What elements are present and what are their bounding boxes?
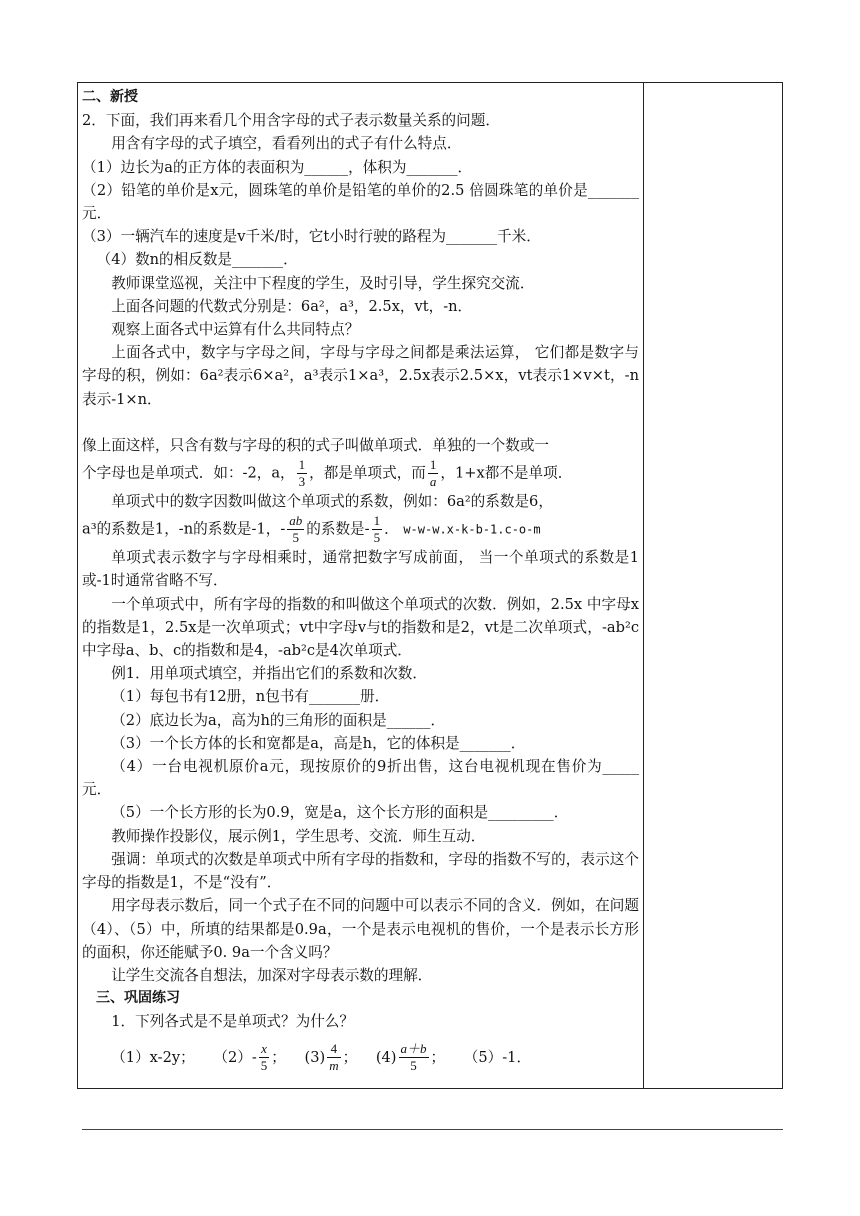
discuss-line: 让学生交流各自想法，加深对字母表示数的理解． — [111, 966, 433, 984]
teacher-note: 教师课堂巡视，关注中下程度的学生，及时引导，学生探究交流． — [111, 274, 535, 292]
expression-4-prefix: (4) — [375, 1048, 397, 1066]
definition-text-c: ，1+x都不是单项． — [440, 464, 573, 482]
fraction-denominator: 5 — [260, 1058, 268, 1074]
expression-4-suffix: ； — [430, 1048, 446, 1066]
definition-line-1: 像上面这样，只含有数与字母的积的式子叫做单项式．单独的一个数或一 — [82, 436, 550, 454]
fraction-ab-over-5 — [287, 513, 304, 546]
coefficient-text-a: a³的系数是1，-n的系数是-1，- — [82, 520, 286, 538]
expression-2-prefix: （2）- — [213, 1048, 257, 1066]
coefficient-line-2 — [82, 513, 639, 546]
fraction-denominator: 5 — [410, 1058, 417, 1074]
degree-paragraph: 一个单项式中，所有字母的指数的和叫做这个单项式的次数．例如，2.5x 中字母x的指数是1，2.5x是一次单项式；vt中字母v与t的指数和是2，vt是二次单项式，-ab²c中字母a、b、c的指数和是4，-ab²c是4次单项式． — [82, 595, 639, 660]
expression-4 — [375, 1041, 446, 1074]
expression-2-suffix: ； — [271, 1048, 286, 1066]
fraction-one-third — [297, 457, 308, 490]
section-heading-new: 二、新授 — [82, 89, 138, 105]
fraction-denominator: m — [329, 1058, 339, 1074]
expression-1: （1）x-2y； — [111, 1048, 195, 1066]
answers-line: 上面各问题的代数式分别是：6a²，a³，2.5x，vt，-n． — [111, 297, 473, 315]
stress-paragraph: 强调：单项式的次数是单项式中所有字母的指数和，字母的指数不写的，表示这个字母的指数是1，不是“没有”． — [82, 850, 639, 892]
fraction-numerator: ab — [289, 513, 303, 529]
question-4: （4）数n的相反数是_______． — [96, 251, 298, 269]
definition-line-2 — [82, 457, 639, 490]
practice-question: 1．下列各式是不是单项式？为什么？ — [111, 1013, 354, 1031]
example-1-item-1: （1）每包书有12册，n包书有_______册． — [111, 688, 390, 706]
fraction-4-over-m — [327, 1041, 340, 1074]
explain-paragraph: 上面各式中，数字与字母之间，字母与字母之间都是乘法运算， 它们都是数字与字母的积，例如：6a²表示6×a²，a³表示1×a³，2.5x表示2.5×x，vt表示1×v×t，-n 表示-1×n． — [82, 344, 639, 408]
fraction-numerator: 1 — [373, 513, 381, 529]
question-2: （2）铅笔的单价是x元，圆珠笔的单价是铅笔的单价的2.5 倍圆珠笔的单价是_______元． — [82, 181, 639, 223]
example-1-item-4: （4）一台电视机原价a元，现按原价的9折出售，这台电视机现在售价为_____元． — [82, 758, 639, 799]
fraction-a-plus-b-over-5 — [399, 1041, 429, 1074]
writing-rule: 单项式表示数字与字母相乘时，通常把数字写成前面， 当一个单项式的系数是1或-1时通常省略不写． — [82, 549, 639, 590]
definition-text-b: ，都是单项式，而 — [309, 464, 426, 482]
expression-2 — [213, 1041, 286, 1074]
notes-column-divider — [643, 82, 644, 1089]
definition-text-a: 个字母也是单项式．如：-2，a， — [82, 464, 295, 482]
fraction-denominator: 5 — [373, 530, 381, 546]
expression-3 — [304, 1041, 358, 1074]
fraction-numerator: 1 — [298, 457, 306, 473]
intro-line: 2．下面，我们再来看几个用含字母的式子表示数量关系的问题． — [82, 112, 500, 130]
teacher-note-2: 教师操作投影仪，展示例1，学生思考、交流．师生互动． — [111, 827, 486, 845]
spacer — [82, 411, 639, 434]
fraction-denominator: a — [429, 474, 437, 490]
meaning-paragraph: 用字母表示数后，同一个式子在不同的问题中可以表示不同的含义．例如，在问题（4）、（5）中，所填的结果都是0.9a，一个是表示电视机的售价，一个是表示长方形的面积，你还能赋予0. 9a一个含义吗？ — [82, 897, 639, 961]
coefficient-line-1: 单项式中的数字因数叫做这个单项式的系数，例如：6a²的系数是6， — [111, 493, 553, 511]
expression-3-prefix: (3) — [304, 1048, 326, 1066]
observe-line: 观察上面各式中运算有什么共同特点？ — [111, 321, 360, 339]
question-3: （3）一辆汽车的速度是v千米/时，它t小时行驶的路程为_______千米． — [82, 228, 541, 246]
task-line: 用含有字母的式子填空，看看列出的式子有什么特点． — [111, 135, 462, 153]
coefficient-text-b: 的系数是- — [306, 520, 370, 538]
fraction-numerator: 1 — [429, 457, 437, 473]
fraction-numerator: 4 — [330, 1041, 338, 1057]
coefficient-text-c: ． — [384, 520, 399, 538]
fraction-one-fifth — [372, 513, 383, 546]
fraction-one-over-a — [428, 457, 439, 490]
expression-5: （5）-1． — [463, 1048, 532, 1066]
fraction-numerator: x — [261, 1041, 267, 1057]
expression-3-suffix: ； — [342, 1048, 358, 1066]
fraction-x-over-5 — [259, 1041, 270, 1074]
lesson-content — [82, 86, 639, 1082]
watermark-text: w-w-w.x-k-b-1.c-o-m — [403, 522, 541, 537]
fraction-denominator: 5 — [292, 530, 300, 546]
fraction-numerator: a＋b — [400, 1041, 427, 1057]
fraction-denominator: 3 — [298, 474, 306, 490]
question-1: （1）边长为a的正方体的表面积为______，体积为_______． — [82, 158, 473, 176]
practice-expressions — [82, 1034, 639, 1082]
example-1-title: 例1．用单项式填空，并指出它们的系数和次数． — [111, 665, 427, 683]
section-heading-practice: 三、巩固练习 — [96, 990, 180, 1007]
example-1-item-3: （3）一个长方体的长和宽都是a，高是h，它的体积是_______． — [111, 734, 526, 752]
example-1-item-5: （5）一个长方形的长为0.9，宽是a，这个长方形的面积是_________． — [111, 804, 569, 822]
footer-rule — [82, 1129, 783, 1130]
example-1-item-2: （2）底边长为a，高为h的三角形的面积是______． — [111, 711, 446, 729]
